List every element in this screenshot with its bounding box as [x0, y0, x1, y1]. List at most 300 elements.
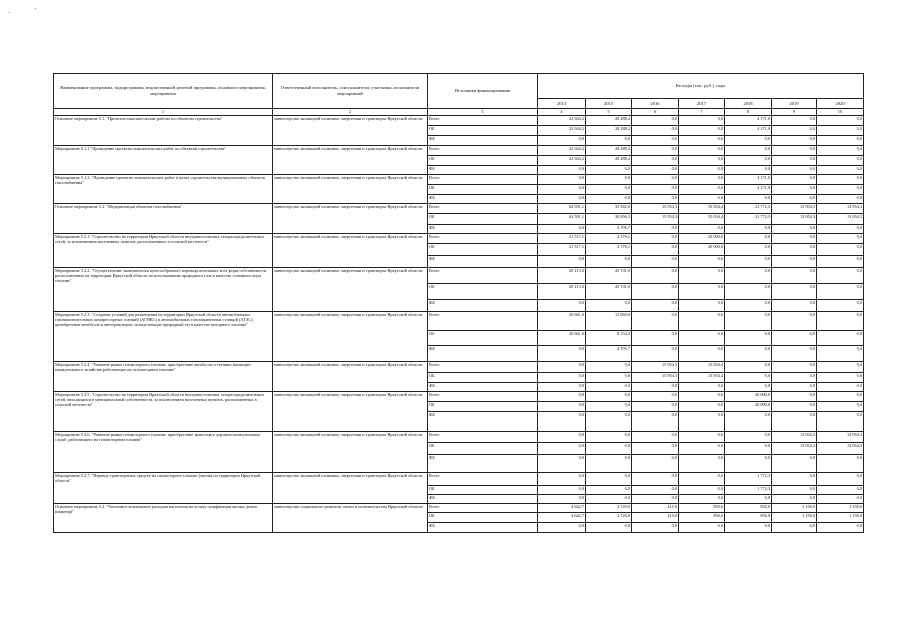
amount-cell: 20 661,0 [538, 331, 586, 346]
funding-source: Всего [428, 432, 538, 443]
amount-cell: 13 954,3 [772, 204, 817, 214]
amount-cell: 15 954,3 [632, 204, 679, 214]
amount-cell: 0,0 [538, 473, 586, 486]
amount-cell: 0,0 [817, 412, 864, 432]
funding-source: ФБ [428, 383, 538, 392]
amount-cell: 0,0 [586, 300, 632, 312]
amount-cell: 0,0 [772, 126, 817, 136]
amount-cell: 0,0 [817, 234, 864, 244]
column-number: 3 [428, 109, 538, 116]
amount-cell: 2 570,1 [586, 234, 632, 244]
amount-cell: 62 591,1 [538, 214, 586, 225]
amount-cell: 0,0 [817, 383, 864, 392]
amount-cell: 0,0 [772, 146, 817, 156]
amount-cell: 0,0 [725, 312, 772, 331]
funding-source: Всего [428, 116, 538, 126]
amount-cell: 8 154,3 [586, 331, 632, 346]
amount-cell: 850,0 [725, 504, 772, 513]
amount-cell: 4 171,0 [725, 185, 772, 195]
measure-name: Мероприятие 5.1.2. "Проведение проектно-изыскательских работ в целях строительства муниципальных объектов газоснабжения" [54, 175, 273, 204]
amount-cell: 0,0 [679, 268, 725, 284]
amount-cell: 0,0 [772, 234, 817, 244]
funding-source: ФБ [428, 455, 538, 473]
amount-cell: 0,0 [679, 256, 725, 268]
amount-cell: 0,0 [772, 284, 817, 300]
amount-cell: 0,0 [725, 284, 772, 300]
funding-source: ФБ [428, 495, 538, 504]
amount-cell: 0,0 [538, 195, 586, 204]
funding-source: ОБ [428, 156, 538, 166]
amount-cell: 0,0 [679, 402, 725, 412]
amount-cell: 0,0 [586, 195, 632, 204]
amount-cell: 0,0 [538, 166, 586, 175]
amount-cell: 0,0 [772, 312, 817, 331]
funding-source: ФБ [428, 136, 538, 146]
amount-cell: 0,0 [817, 136, 864, 146]
amount-cell: 0,0 [538, 486, 586, 495]
amount-cell: 1 150,0 [817, 513, 864, 523]
amount-cell: 415,0 [632, 513, 679, 523]
amount-cell: 0,0 [817, 166, 864, 175]
amount-cell: 35 054,4 [679, 214, 725, 225]
column-number: 2 [273, 109, 428, 116]
amount-cell: 0,0 [538, 136, 586, 146]
amount-cell: 0,0 [817, 473, 864, 486]
amount-cell: 15 954,3 [632, 373, 679, 383]
measure-name: Мероприятие 5.2.7. "Перевод транспортных средств на газомоторное топливо (метан) на территории Иркутской области" [54, 473, 273, 504]
header-year: 2015 [586, 99, 632, 109]
amount-cell: 4 705,7 [586, 346, 632, 362]
measure-executor: министерство жилищной политики, энергетики и транспорта Иркутской области [273, 392, 428, 432]
amount-cell: 30 856,3 [586, 214, 632, 225]
amount-cell: 0,0 [679, 175, 725, 185]
amount-cell: 22 944,2 [538, 126, 586, 136]
amount-cell: 0,0 [772, 116, 817, 126]
amount-cell: 0,0 [679, 284, 725, 300]
header-name: Наименование программы, подпрограммы, ведомственной целевой программы, основного мероприятия, мероприятия [54, 74, 273, 109]
funding-source: ОБ [428, 443, 538, 455]
amount-cell: 0,0 [817, 392, 864, 402]
amount-cell: 22 944,2 [538, 156, 586, 166]
amount-cell: 0,0 [772, 195, 817, 204]
amount-cell: 0,0 [772, 373, 817, 383]
amount-cell: 20 000,0 [725, 402, 772, 412]
amount-cell: 0,0 [538, 383, 586, 392]
amount-cell: 0,0 [679, 523, 725, 533]
amount-cell: 0,0 [632, 312, 679, 331]
amount-cell: 0,0 [725, 432, 772, 443]
funding-source: Всего [428, 504, 538, 513]
amount-cell: 0,0 [725, 225, 772, 234]
amount-cell: 0,0 [679, 136, 725, 146]
amount-cell: 0,0 [538, 432, 586, 443]
amount-cell: 0,0 [632, 392, 679, 402]
amount-cell: 15 954,3 [632, 362, 679, 373]
amount-cell: 0,0 [725, 195, 772, 204]
amount-cell: 0,0 [679, 473, 725, 486]
amount-cell: 0,0 [679, 185, 725, 195]
amount-cell: 0,0 [772, 300, 817, 312]
amount-cell: 20 413,0 [538, 268, 586, 284]
amount-cell: 0,0 [725, 455, 772, 473]
amount-cell: 0,0 [772, 225, 817, 234]
amount-cell: 0,0 [632, 383, 679, 392]
amount-cell: 0,0 [586, 392, 632, 402]
amount-cell: 1 772,3 [725, 486, 772, 495]
amount-cell: 0,0 [817, 156, 864, 166]
measure-name: Мероприятие 5.2.2. "Осуществление экономически целесообразного перевода котельных всех форм собственности, расположенных на территории Иркутской области на использование природного газа в качестве основного вида топлива" [54, 268, 273, 312]
amount-cell: 0,0 [817, 312, 864, 331]
amount-cell: 4 171,0 [725, 126, 772, 136]
amount-cell: 0,0 [817, 185, 864, 195]
amount-cell: 0,0 [632, 402, 679, 412]
amount-cell: 35 562,0 [586, 204, 632, 214]
amount-cell: 2 720,0 [586, 504, 632, 513]
amount-cell: 0,0 [772, 486, 817, 495]
amount-cell: 0,0 [632, 300, 679, 312]
measure-executor: министерство жилищной политики, энергетики и транспорта Иркутской области [273, 146, 428, 175]
amount-cell: 850,0 [679, 504, 725, 513]
amount-cell: 0,0 [817, 126, 864, 136]
funding-source: ОБ [428, 214, 538, 225]
amount-cell: 0,0 [817, 284, 864, 300]
amount-cell: 0,0 [632, 495, 679, 504]
amount-cell: 0,0 [725, 234, 772, 244]
funding-source: ОБ [428, 513, 538, 523]
measure-executor: министерство жилищной политики, энергетики и транспорта Иркутской области [273, 362, 428, 392]
column-number: 7 [679, 109, 725, 116]
header-expenses: Расходы (тыс. руб.), годы [538, 74, 864, 99]
table-row [54, 268, 864, 284]
amount-cell: 0,0 [772, 268, 817, 284]
amount-cell: 0,0 [586, 402, 632, 412]
amount-cell: 0,0 [725, 268, 772, 284]
scan-speck [35, 8, 36, 9]
column-number: 8 [725, 109, 772, 116]
amount-cell: 2 720,0 [586, 513, 632, 523]
amount-cell: 0,0 [538, 185, 586, 195]
amount-cell: 0,0 [586, 486, 632, 495]
amount-cell: 0,0 [817, 244, 864, 256]
measure-name: Мероприятие 5.1.1 "Проведение проектно-изыскательских работ по объектам строительства" [54, 146, 273, 175]
amount-cell: 0,0 [679, 225, 725, 234]
table-row [54, 175, 864, 185]
amount-cell: 0,0 [632, 136, 679, 146]
amount-cell: 0,0 [725, 495, 772, 504]
amount-cell: 0,0 [632, 523, 679, 533]
measure-name: Мероприятие 5.2.6. "Развитие рынка газомоторного топлива: приобретение транспорта дорожно-коммунальных служб, работающего на газомоторном топливе" [54, 432, 273, 473]
amount-cell: 0,0 [586, 136, 632, 146]
amount-cell: 28 288,2 [586, 126, 632, 136]
amount-cell: 0,0 [817, 331, 864, 346]
amount-cell: 850,0 [725, 513, 772, 523]
measure-executor: министерство жилищной политики, энергетики и транспорта Иркутской области [273, 116, 428, 146]
amount-cell: 28 288,2 [586, 116, 632, 126]
amount-cell: 0,0 [772, 175, 817, 185]
amount-cell: 1 150,0 [772, 504, 817, 513]
funding-source: ФБ [428, 256, 538, 268]
amount-cell: 13 954,3 [772, 432, 817, 443]
amount-cell: 0,0 [679, 346, 725, 362]
amount-cell: 0,0 [725, 156, 772, 166]
amount-cell: 0,0 [725, 383, 772, 392]
amount-cell: 0,0 [538, 256, 586, 268]
scan-speck [9, 12, 10, 13]
amount-cell: 0,0 [632, 175, 679, 185]
measure-name: Основное мероприятие 5.1. "Проектно-изыскательские работы по объектам строительства" [54, 116, 273, 146]
amount-cell: 0,0 [772, 185, 817, 195]
amount-cell: 20 000,0 [679, 234, 725, 244]
amount-cell: 0,0 [586, 175, 632, 185]
amount-cell: 0,0 [817, 268, 864, 284]
amount-cell: 0,0 [679, 486, 725, 495]
funding-source: Всего [428, 175, 538, 185]
amount-cell: 0,0 [632, 156, 679, 166]
amount-cell: 0,0 [632, 331, 679, 346]
amount-cell: 21 517,1 [538, 244, 586, 256]
amount-cell: 20 131,9 [586, 284, 632, 300]
amount-cell: 0,0 [586, 455, 632, 473]
amount-cell: 35 054,4 [679, 204, 725, 214]
amount-cell: 4 642,7 [538, 513, 586, 523]
amount-cell: 0,0 [725, 412, 772, 432]
amount-cell: 0,0 [725, 300, 772, 312]
measure-executor: министерство жилищной политики, энергетики и транспорта Иркутской области [273, 473, 428, 504]
funding-source: ФБ [428, 300, 538, 312]
amount-cell: 0,0 [772, 383, 817, 392]
amount-cell: 0,0 [679, 455, 725, 473]
funding-source: ОБ [428, 244, 538, 256]
table-row [54, 432, 864, 443]
amount-cell: 0,0 [538, 402, 586, 412]
header-year: 2019 [772, 99, 817, 109]
amount-cell: 15 054,4 [679, 362, 725, 373]
amount-cell: 13 954,3 [772, 214, 817, 225]
funding-source: Всего [428, 234, 538, 244]
amount-cell: 1 772,3 [725, 473, 772, 486]
funding-source: ОБ [428, 126, 538, 136]
amount-cell: 0,0 [772, 331, 817, 346]
table-row [54, 362, 864, 373]
amount-cell: 0,0 [772, 392, 817, 402]
amount-cell: 0,0 [632, 284, 679, 300]
header-year: 2018 [725, 99, 772, 109]
measure-executor: министерство социального развития, опеки и попечительства Иркутской области [273, 504, 428, 533]
amount-cell: 15 054,4 [679, 373, 725, 383]
amount-cell: 0,0 [632, 455, 679, 473]
amount-cell: 0,0 [538, 300, 586, 312]
amount-cell: 0,0 [632, 256, 679, 268]
amount-cell: 0,0 [679, 412, 725, 432]
amount-cell: 0,0 [632, 234, 679, 244]
amount-cell: 0,0 [772, 473, 817, 486]
amount-cell: 0,0 [586, 443, 632, 455]
funding-source: Всего [428, 473, 538, 486]
amount-cell: 0,0 [632, 486, 679, 495]
amount-cell: 0,0 [772, 402, 817, 412]
amount-cell: 1 150,0 [772, 513, 817, 523]
amount-cell: 0,0 [632, 346, 679, 362]
amount-cell: 0,0 [538, 412, 586, 432]
amount-cell: 0,0 [679, 432, 725, 443]
column-number: 10 [817, 109, 864, 116]
amount-cell: 13 954,3 [817, 214, 864, 225]
amount-cell: 0,0 [586, 473, 632, 486]
amount-cell: 0,0 [538, 362, 586, 373]
amount-cell: 21 772,3 [725, 214, 772, 225]
amount-cell: 0,0 [817, 523, 864, 533]
amount-cell: 0,0 [632, 116, 679, 126]
amount-cell: 0,0 [586, 256, 632, 268]
amount-cell: 0,0 [538, 443, 586, 455]
amount-cell: 0,0 [632, 185, 679, 195]
amount-cell: 0,0 [817, 175, 864, 185]
amount-cell: 62 591,1 [538, 204, 586, 214]
amount-cell: 0,0 [586, 373, 632, 383]
column-number: 5 [586, 109, 632, 116]
amount-cell: 0,0 [679, 443, 725, 455]
funding-source: Всего [428, 392, 538, 402]
table-row [54, 234, 864, 244]
amount-cell: 0,0 [725, 362, 772, 373]
measure-executor: министерство жилищной политики, энергетики и транспорта Иркутской области [273, 432, 428, 473]
amount-cell: 0,0 [538, 175, 586, 185]
funding-source: Всего [428, 146, 538, 156]
amount-cell: 0,0 [725, 523, 772, 533]
amount-cell: 0,0 [632, 443, 679, 455]
amount-cell: 0,0 [725, 146, 772, 156]
measure-name: Основное мероприятие 5.3. "Частичное возмещение расходов населения на оплату газификации жилых домов (квартир)" [54, 504, 273, 533]
amount-cell: 0,0 [679, 166, 725, 175]
amount-cell: 0,0 [632, 473, 679, 486]
funding-source: Всего [428, 268, 538, 284]
amount-cell: 0,0 [817, 116, 864, 126]
amount-cell: 0,0 [679, 195, 725, 204]
amount-cell: 0,0 [725, 244, 772, 256]
column-number: 1 [54, 109, 273, 116]
amount-cell: 28 288,2 [586, 156, 632, 166]
amount-cell: 0,0 [632, 146, 679, 156]
amount-cell: 0,0 [586, 495, 632, 504]
amount-cell: 0,0 [679, 495, 725, 504]
amount-cell: 0,0 [679, 383, 725, 392]
amount-cell: 1 150,0 [817, 504, 864, 513]
amount-cell: 0,0 [817, 495, 864, 504]
header-year: 2020 [817, 99, 864, 109]
amount-cell: 13 954,3 [817, 204, 864, 214]
amount-cell: 0,0 [538, 392, 586, 402]
measure-name: Мероприятие 5.2.3. "Создание условий для размещения на территории Иркутской области автомобильных газонаполнительных компрессорных станций (АГНКС) и автомобильных газозаправочных станций (АГЗС), приобретение автобусов и автотранспорта, использующих природный газ в качестве моторного топлива" [54, 312, 273, 362]
amount-cell: 0,0 [817, 300, 864, 312]
amount-cell: 0,0 [679, 146, 725, 156]
measure-name: Основное мероприятие 5.2. "Модернизация объектов газоснабжения" [54, 204, 273, 234]
amount-cell: 0,0 [725, 373, 772, 383]
amount-cell: 0,0 [725, 166, 772, 175]
amount-cell: 0,0 [772, 156, 817, 166]
funding-source: ОБ [428, 185, 538, 195]
amount-cell: 20 413,0 [538, 284, 586, 300]
table-row [54, 312, 864, 331]
amount-cell: 0,0 [586, 362, 632, 373]
measure-name: Мероприятие 5.2.5. "Строительство на территории Иркутской области внутрипоселковых газораспределительных сетей, находящихся в муниципальной собственности, за исключением населенных пунктов, расположенных в сельской местности" [54, 392, 273, 432]
amount-cell: 0,0 [679, 312, 725, 331]
column-number: 6 [632, 109, 679, 116]
amount-cell: 4 171,0 [725, 116, 772, 126]
amount-cell: 0,0 [679, 116, 725, 126]
amount-cell: 0,0 [772, 495, 817, 504]
amount-cell: 0,0 [632, 432, 679, 443]
amount-cell: 0,0 [679, 300, 725, 312]
amount-cell: 0,0 [679, 126, 725, 136]
amount-cell: 0,0 [538, 455, 586, 473]
table-row [54, 504, 864, 513]
amount-cell: 0,0 [817, 146, 864, 156]
amount-cell: 0,0 [632, 195, 679, 204]
amount-cell: 13 954,3 [772, 443, 817, 455]
amount-cell: 21 517,1 [538, 234, 586, 244]
amount-cell: 0,0 [632, 244, 679, 256]
amount-cell: 0,0 [817, 346, 864, 362]
table-row [54, 116, 864, 126]
funding-source: ОБ [428, 373, 538, 383]
table-row [54, 473, 864, 486]
amount-cell: 0,0 [586, 166, 632, 175]
amount-cell: 0,0 [586, 383, 632, 392]
amount-cell: 0,0 [725, 346, 772, 362]
financing-table [53, 73, 864, 533]
amount-cell: 0,0 [632, 166, 679, 175]
amount-cell: 4 642,7 [538, 504, 586, 513]
amount-cell: 12 860,0 [586, 312, 632, 331]
header-source: Источники финансирования [428, 74, 538, 109]
amount-cell: 0,0 [772, 412, 817, 432]
amount-cell: 20 000,0 [725, 392, 772, 402]
funding-source: ОБ [428, 486, 538, 495]
amount-cell: 0,0 [772, 455, 817, 473]
amount-cell: 20 661,0 [538, 312, 586, 331]
funding-source: Всего [428, 362, 538, 373]
measure-name: Мероприятие 5.2.1. "Строительство на территории Иркутской области внутрипоселковых газораспределительных сетей, за исключением населенных пунктов, расположенных в сельской местности" [54, 234, 273, 268]
funding-source: ФБ [428, 346, 538, 362]
amount-cell: 0,0 [725, 443, 772, 455]
table-row [54, 392, 864, 402]
amount-cell: 0,0 [772, 346, 817, 362]
amount-cell: 0,0 [817, 455, 864, 473]
amount-cell: 0,0 [725, 136, 772, 146]
amount-cell: 415,0 [632, 504, 679, 513]
measure-executor: министерство жилищной политики, энергетики и транспорта Иркутской области [273, 204, 428, 234]
amount-cell: 0,0 [586, 523, 632, 533]
measure-executor: министерство жилищной политики, энергетики и транспорта Иркутской области [273, 312, 428, 362]
amount-cell: 0,0 [817, 486, 864, 495]
measure-executor: министерство жилищной политики, энергетики и транспорта Иркутской области [273, 268, 428, 312]
amount-cell: 0,0 [772, 256, 817, 268]
amount-cell: 0,0 [817, 256, 864, 268]
header-year: 2014 [538, 99, 586, 109]
column-number: 4 [538, 109, 586, 116]
funding-source: ОБ [428, 284, 538, 300]
amount-cell: 22 944,2 [538, 116, 586, 126]
amount-cell: 0,0 [817, 225, 864, 234]
amount-cell: 22 944,2 [538, 146, 586, 156]
amount-cell: 0,0 [772, 136, 817, 146]
funding-source: Об [428, 331, 538, 346]
measure-name: Мероприятие 5.2.4. "Развитие рынка газомоторного топлива: приобретение автобусов и техники жилищно-коммунального хозяйства работающих на газомоторном топливе" [54, 362, 273, 392]
amount-cell: 0,0 [586, 185, 632, 195]
table-row [54, 204, 864, 214]
amount-cell: 0,0 [679, 392, 725, 402]
amount-cell: 4 705,7 [586, 225, 632, 234]
